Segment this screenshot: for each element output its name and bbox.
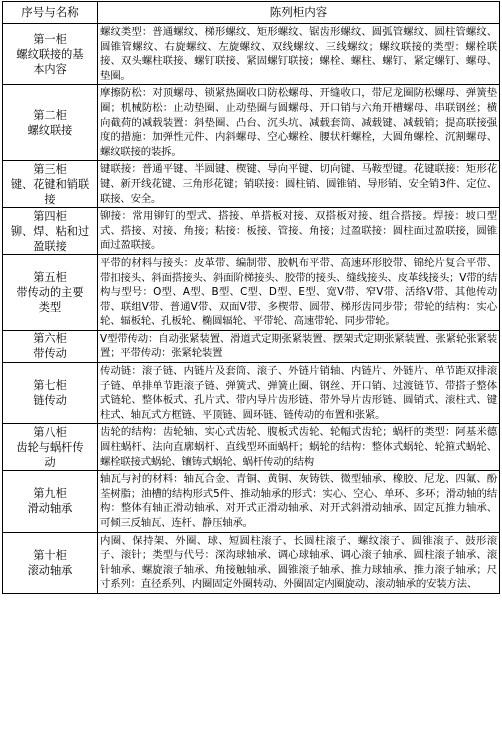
header-cabinet-content: 陈列柜内容 bbox=[98, 2, 500, 24]
cabinet-name: 第七柜 链传动 bbox=[3, 363, 98, 424]
cabinet-content: 平带的材料与接头：皮革带、编制带、胶帆布平带、高速环形胶带、锦纶片复合平带、带扣接头、斜面搭接头、斜面阶梯接头、胶带的接头、缝线接头、皮革线接头；V带的结构与型号：O型、A型、B型、C型、D型、E型、宽V带、窄V带、活络V带、其他传动带、联组V带、普通V带、双面V带、多楔带、圆带、梯形齿同步带；带轮的结构：实心轮、辐板轮、孔板轮、椭圆辐轮、平带轮、高速带轮、同步带轮。 bbox=[98, 254, 500, 330]
header-index-name: 序号与名称 bbox=[3, 2, 98, 24]
cabinet-content: 内圈、保持架、外圈、球、短圆柱滚子、长圆柱滚子、螺纹滚子、圆锥滚子、鼓形滚子、滚针；类型与代号：深沟球轴承、调心球轴承、调心滚子轴承、圆柱滚子轴承、滚针轴承、螺旋滚子轴承、角接触轴承、圆锥滚子轴承、推力球轴承、推力滚子轴承；尺寸系列：直径系列、内圈固定外圈转动、外圈固定内圈旋动、滚动轴承的安装方法、 bbox=[98, 532, 500, 593]
table-row bbox=[3, 330, 500, 362]
table-row bbox=[3, 24, 500, 85]
cabinet-content: 传动链：滚子链、内链片及套筒、滚子、外链片销轴、内链片、外链片、单节距双排滚子链、单排单节距滚子链、弹簧式、弹簧止圈、钢丝、开口销、过渡链节、带搭子整体式链轮、整体板式、孔片式、带内导片齿形链、带外导片齿形链、圆销式、滚柱式、键柱式、轴瓦式方框链、平顶链、圆环链、链传动的布置和张紧。 bbox=[98, 363, 500, 424]
cabinet-name: 第二柜 螺纹联接 bbox=[3, 85, 98, 161]
cabinet-content: 螺纹类型：普通螺纹、梯形螺纹、矩形螺纹、锯齿形螺纹、圆弧管螺纹、圆柱管螺纹、圆锥管螺纹、右旋螺纹、左旋螺纹、双线螺纹、三线螺纹；螺纹联接的类型：螺栓联接、双头螺柱联接、螺钉联接、紧固螺钉联接；螺栓、螺柱、螺钉、紧定螺钉、螺母、垫圈。 bbox=[98, 24, 500, 85]
cabinet-name: 第四柜 铆、焊、粘和过 盈联接 bbox=[3, 208, 98, 255]
table-row bbox=[3, 208, 500, 255]
table-row bbox=[3, 471, 500, 532]
cabinet-name: 第六柜 带传动 bbox=[3, 330, 98, 362]
cabinet-name: 第五柜 带传动的主要 类型 bbox=[3, 254, 98, 330]
cabinet-content: 键联接：普通平键、半圆键、楔键、导向平键、切向键、马鞍型键。花键联接：矩形花键、新开线花键、三角形花键；销联接：圆柱销、圆锥销、导形销、安全销3件、定位、联接、安全。 bbox=[98, 161, 500, 208]
cabinet-content: 铆接：常用铆钉的型式、搭接、单搭板对接、双搭板对接、组合搭接。焊接：坡口型式、搭接、对接、角接；粘接：板接、管接、角接；过盈联接：圆柱面过盈联接，圆锥面过盈联接。 bbox=[98, 208, 500, 255]
table-row bbox=[3, 424, 500, 471]
cabinet-content-table bbox=[2, 1, 500, 594]
cabinet-content: 轴瓦与衬的材料：轴瓦合金、青铜、黄铜、灰铸铁、微型轴承、橡胶、尼龙、四氟、酚荃树脂；油槽的结构形式5件、推动轴承的形式：实心、空心、单环、多环；滑动轴的结构：整体有轴正滑动轴承、对开式正滑动轴承、对开式斜滑动轴承、固定瓦推力轴承、可倾三反轴瓦、连杆、静压轴承。 bbox=[98, 471, 500, 532]
cabinet-content: 齿轮的结构：齿轮轴、实心式齿轮、腹板式齿轮、轮幅式齿轮；蜗杆的类型：阿基米德圆柱蜗杆、法向直廓蜗杆、直线型环面蜗杆；蜗轮的结构：整体式蜗轮、轮箍式蜗轮、螺栓联接式蜗轮、镶铸式蜗轮、蜗杆传动的结构 bbox=[98, 424, 500, 471]
table-row bbox=[3, 532, 500, 593]
cabinet-name: 第十柜 滚动轴承 bbox=[3, 532, 98, 593]
cabinet-name: 第一柜 螺纹联接的基 本内容 bbox=[3, 24, 98, 85]
table-row bbox=[3, 363, 500, 424]
table-row bbox=[3, 85, 500, 161]
cabinet-name: 第八柜 齿轮与蜗杆传 动 bbox=[3, 424, 98, 471]
table-row bbox=[3, 254, 500, 330]
table-header-row bbox=[3, 2, 500, 24]
cabinet-name: 第九柜 滑动轴承 bbox=[3, 471, 98, 532]
cabinet-name: 第三柜 键、花键和销联 接 bbox=[3, 161, 98, 208]
table-body bbox=[3, 24, 500, 594]
table-row bbox=[3, 161, 500, 208]
cabinet-content: 摩擦防松：对顶螺母、锁紧热圈收口防松螺母、开缝收口，带尼龙圈防松螺母、弹簧垫圈；机械防松：止动垫圈、止动垫圈与圆螺母、开口销与六角开槽螺母、串联钢丝；横向截荷的减载装置：斜垫圈、凸台、沉头坑、减载套筒、减载键、减载销；提高联接强度的措施：加弹性元件、内斜螺母、空心螺栓、腰状杆螺栓，大圆角螺栓、沉割螺母、螺纹联接的装拆。 bbox=[98, 85, 500, 161]
cabinet-content: V型带传动：自动张紧装置、滑道式定期张紧装置、摆架式定期张紧装置、张紧轮张紧装置；平带传动：张紧轮装置 bbox=[98, 330, 500, 362]
